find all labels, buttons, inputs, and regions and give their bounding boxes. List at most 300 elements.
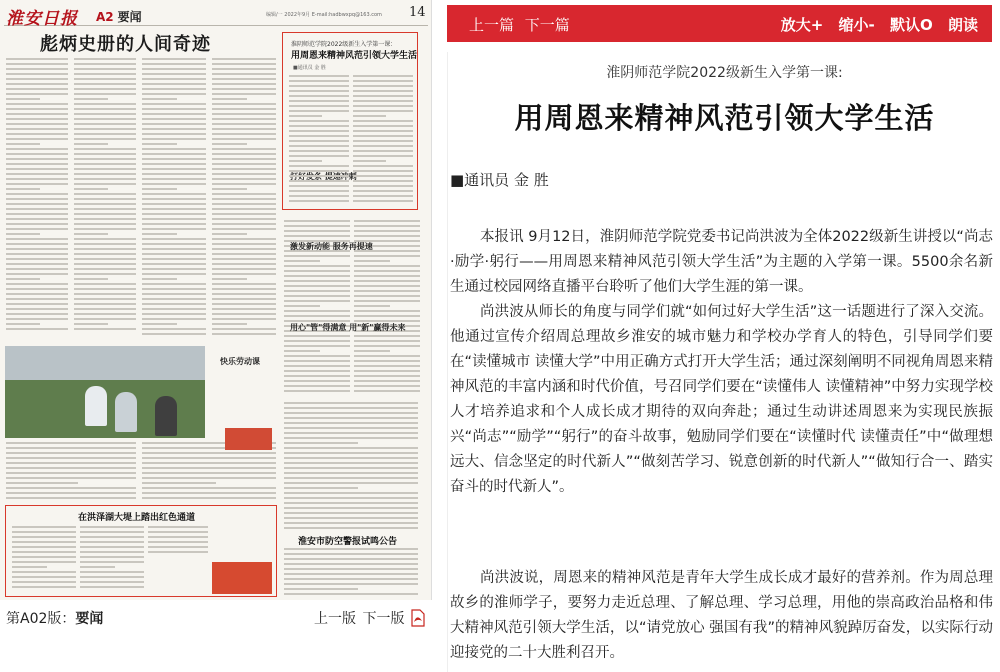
text-line — [148, 536, 208, 538]
text-line — [74, 243, 136, 245]
text-line — [142, 88, 206, 90]
text-line — [12, 576, 76, 578]
article-reader-panel — [447, 0, 1000, 672]
text-line — [289, 160, 322, 162]
text-line — [74, 258, 136, 260]
text-line — [284, 502, 418, 504]
text-line — [284, 270, 350, 272]
text-line — [212, 293, 276, 295]
text-line — [142, 333, 206, 335]
text-line — [6, 68, 68, 70]
text-line — [354, 390, 420, 392]
text-line — [284, 583, 418, 585]
pdf-download-icon[interactable] — [410, 609, 426, 627]
text-line — [6, 303, 68, 305]
text-column — [80, 526, 144, 591]
text-line — [353, 150, 413, 152]
text-line — [6, 173, 68, 175]
text-line — [284, 225, 350, 227]
text-line — [212, 123, 276, 125]
text-line — [354, 255, 420, 257]
text-line — [284, 452, 418, 454]
text-line — [74, 228, 136, 230]
text-line — [80, 581, 144, 583]
text-line — [74, 113, 136, 115]
text-line — [284, 427, 418, 429]
text-line — [142, 83, 206, 85]
text-column — [148, 526, 208, 556]
text-line — [6, 258, 68, 260]
text-line — [284, 462, 418, 464]
text-line — [353, 95, 413, 97]
text-line — [74, 233, 108, 235]
notice-headline[interactable]: 淮安市防空警报试鸣公告 — [298, 537, 398, 547]
text-line — [80, 526, 144, 528]
text-line — [12, 586, 76, 588]
text-line — [12, 571, 76, 573]
text-line — [142, 73, 206, 75]
text-line — [212, 73, 276, 75]
text-line — [142, 258, 206, 260]
text-line — [142, 467, 276, 469]
text-line — [6, 143, 40, 145]
text-line — [289, 195, 349, 197]
text-line — [284, 285, 350, 287]
text-line — [212, 138, 276, 140]
text-line — [353, 75, 413, 77]
text-line — [80, 546, 144, 548]
text-line — [212, 93, 276, 95]
article-paragraph: 本报讯 9月12日，淮阴师范学院党委书记尚洪波为全体2022级新生讲授以“尚志·励学·躬行——用周恩来精神风范引领大学生活”为主题的入学第一课。5500余名新生通过校园网络直播平台聆听了他们大学生涯的第一课。 — [450, 229, 993, 295]
boxed-article-region[interactable] — [5, 505, 277, 597]
text-line — [74, 313, 136, 315]
text-line — [353, 115, 386, 117]
text-line — [6, 103, 68, 105]
text-line — [212, 78, 276, 80]
text-line — [74, 83, 136, 85]
article-navigation — [469, 14, 576, 35]
text-line — [284, 417, 418, 419]
text-line — [6, 233, 40, 235]
text-line — [212, 148, 276, 150]
text-line — [74, 153, 136, 155]
text-line — [289, 105, 349, 107]
text-line — [284, 447, 418, 449]
text-line — [6, 283, 68, 285]
text-line — [142, 477, 276, 479]
text-line — [6, 208, 68, 210]
text-line — [289, 155, 349, 157]
text-line — [142, 153, 206, 155]
text-line — [6, 313, 68, 315]
text-line — [284, 422, 418, 424]
text-line — [212, 298, 276, 300]
article-content — [447, 52, 992, 672]
sub-headline: 快乐劳动课 — [220, 357, 260, 366]
text-line — [74, 218, 136, 220]
text-line — [284, 522, 418, 524]
text-line — [74, 318, 136, 320]
text-line — [142, 163, 206, 165]
text-line — [74, 323, 108, 325]
text-line — [6, 163, 68, 165]
text-line — [6, 108, 68, 110]
text-line — [212, 198, 276, 200]
text-line — [6, 183, 68, 185]
text-line — [142, 218, 206, 220]
text-line — [6, 138, 68, 140]
text-line — [12, 531, 76, 533]
text-line — [142, 328, 206, 330]
text-line — [289, 85, 349, 87]
text-line — [289, 200, 349, 202]
text-line — [142, 198, 206, 200]
text-line — [353, 155, 413, 157]
text-line — [6, 462, 136, 464]
text-line — [74, 213, 136, 215]
highlight-kicker: 淮阴师范学院2022级新生入学第一课： — [291, 41, 397, 48]
text-line — [142, 108, 206, 110]
text-line — [289, 95, 349, 97]
text-controls — [771, 14, 978, 35]
text-line — [354, 225, 420, 227]
text-line — [289, 100, 349, 102]
text-line — [212, 133, 276, 135]
text-line — [142, 452, 276, 454]
text-line — [6, 128, 68, 130]
text-line — [6, 188, 40, 190]
text-line — [74, 208, 136, 210]
text-line — [148, 526, 208, 528]
text-line — [12, 536, 76, 538]
text-line — [284, 370, 350, 372]
text-line — [289, 190, 349, 192]
text-line — [6, 88, 68, 90]
text-line — [142, 238, 206, 240]
text-line — [142, 263, 206, 265]
text-line — [6, 203, 68, 205]
text-line — [284, 280, 350, 282]
sub-headline: 激发新动能 服务再提速 — [290, 242, 373, 251]
text-line — [284, 230, 350, 232]
highlight-title: 用周恩来精神风范引领大学生活 — [291, 51, 418, 61]
text-line — [142, 323, 177, 325]
text-line — [74, 128, 136, 130]
next-page-link[interactable]: 下一版 — [362, 611, 405, 627]
text-line — [284, 593, 418, 595]
photo-figure — [85, 386, 107, 426]
text-line — [74, 173, 136, 175]
text-line — [212, 153, 276, 155]
text-line — [289, 165, 349, 167]
page-navigation — [314, 608, 406, 628]
text-line — [354, 260, 390, 262]
text-column — [6, 442, 136, 502]
text-line — [212, 103, 276, 105]
text-line — [12, 561, 76, 563]
text-line — [6, 98, 40, 100]
text-line — [354, 380, 420, 382]
text-line — [212, 143, 247, 145]
text-line — [74, 118, 136, 120]
text-line — [12, 546, 76, 548]
text-line — [354, 285, 420, 287]
text-line — [74, 278, 108, 280]
text-line — [284, 578, 418, 580]
text-line — [284, 487, 358, 489]
text-line — [212, 228, 276, 230]
text-line — [6, 218, 68, 220]
text-line — [80, 536, 144, 538]
text-line — [212, 308, 276, 310]
photo-figure — [115, 392, 137, 432]
text-line — [74, 203, 136, 205]
text-column — [353, 75, 413, 205]
text-line — [212, 173, 276, 175]
text-line — [289, 140, 349, 142]
text-line — [212, 188, 247, 190]
text-line — [142, 472, 276, 474]
text-line — [354, 275, 420, 277]
text-line — [6, 133, 68, 135]
text-line — [212, 113, 276, 115]
text-line — [80, 576, 144, 578]
text-line — [74, 93, 136, 95]
text-line — [212, 288, 276, 290]
text-column — [6, 58, 68, 333]
text-line — [142, 293, 206, 295]
text-line — [12, 541, 76, 543]
text-line — [6, 447, 136, 449]
text-line — [6, 238, 68, 240]
page-footer — [0, 604, 432, 632]
text-line — [353, 185, 413, 187]
text-line — [212, 323, 247, 325]
text-line — [212, 243, 276, 245]
text-line — [354, 305, 390, 307]
text-line — [6, 158, 68, 160]
text-line — [142, 303, 206, 305]
text-line — [289, 75, 349, 77]
text-line — [74, 163, 136, 165]
text-line — [354, 230, 420, 232]
text-line — [284, 437, 418, 439]
text-line — [74, 268, 136, 270]
text-line — [6, 93, 68, 95]
text-line — [212, 213, 276, 215]
text-line — [6, 113, 68, 115]
text-line — [353, 100, 413, 102]
text-line — [284, 548, 418, 550]
text-line — [6, 323, 40, 325]
text-line — [142, 123, 206, 125]
text-line — [284, 497, 418, 499]
text-line — [142, 462, 276, 464]
text-line — [6, 308, 68, 310]
text-line — [212, 163, 276, 165]
text-line — [284, 402, 418, 404]
text-line — [289, 150, 349, 152]
text-line — [212, 178, 276, 180]
text-line — [284, 340, 350, 342]
text-line — [74, 298, 136, 300]
text-line — [212, 303, 276, 305]
text-line — [74, 73, 136, 75]
text-line — [353, 130, 413, 132]
text-line — [289, 80, 349, 82]
text-line — [12, 581, 76, 583]
text-line — [74, 328, 136, 330]
text-line — [142, 497, 276, 499]
text-line — [354, 265, 420, 267]
text-line — [284, 265, 350, 267]
text-line — [148, 541, 208, 543]
text-line — [284, 412, 418, 414]
zoom-out-button[interactable]: 缩小- — [838, 16, 875, 34]
page-section: 要闻 — [117, 10, 142, 24]
text-line — [354, 270, 420, 272]
next-article-button[interactable]: 下一篇 — [524, 16, 570, 34]
caption-stamp — [225, 428, 272, 450]
highlighted-article-region[interactable] — [282, 32, 418, 210]
text-line — [212, 278, 247, 280]
text-line — [74, 133, 136, 135]
text-line — [74, 148, 136, 150]
default-size-button[interactable]: 默认O — [889, 16, 933, 34]
text-line — [354, 220, 420, 222]
prev-article-button[interactable]: 上一篇 — [469, 16, 515, 34]
text-line — [284, 375, 350, 377]
sub-headline: 用心"管"得满意 用"新"赢得未来 — [290, 323, 406, 332]
text-line — [74, 253, 136, 255]
text-line — [354, 350, 390, 352]
text-line — [142, 278, 177, 280]
text-line — [212, 68, 276, 70]
text-line — [284, 407, 418, 409]
text-line — [354, 235, 420, 237]
masthead — [4, 4, 428, 29]
page-code-value: A2 — [96, 10, 114, 24]
text-line — [212, 258, 276, 260]
text-line — [212, 248, 276, 250]
text-line — [6, 83, 68, 85]
text-line — [284, 507, 418, 509]
text-line — [289, 175, 349, 177]
text-line — [148, 531, 208, 533]
text-line — [74, 238, 136, 240]
text-line — [80, 566, 115, 568]
text-line — [284, 492, 418, 494]
text-line — [74, 98, 108, 100]
masthead-number: 14 — [409, 5, 426, 20]
text-line — [353, 195, 413, 197]
zoom-in-button[interactable]: 放大+ — [780, 16, 824, 34]
text-line — [284, 527, 418, 529]
reader-toolbar — [447, 5, 992, 42]
text-line — [212, 328, 276, 330]
text-line — [212, 88, 276, 90]
read-aloud-button[interactable]: 朗读 — [947, 16, 978, 34]
text-column — [212, 58, 276, 338]
text-line — [74, 68, 136, 70]
lead-headline[interactable]: 彪炳史册的人间奇迹 — [40, 34, 211, 55]
text-line — [354, 385, 420, 387]
newspaper-page-image[interactable] — [0, 0, 432, 600]
text-line — [353, 200, 413, 202]
text-line — [142, 103, 206, 105]
text-line — [142, 128, 206, 130]
text-line — [142, 248, 206, 250]
text-line — [212, 58, 276, 60]
text-line — [142, 243, 206, 245]
text-line — [289, 110, 349, 112]
text-line — [284, 385, 350, 387]
text-line — [289, 185, 349, 187]
text-line — [284, 335, 350, 337]
text-line — [74, 108, 136, 110]
prev-page-link[interactable]: 上一版 — [314, 611, 356, 627]
text-line — [12, 556, 76, 558]
text-line — [212, 118, 276, 120]
text-line — [142, 298, 206, 300]
text-line — [212, 208, 276, 210]
text-column — [284, 548, 418, 598]
text-line — [212, 108, 276, 110]
text-line — [74, 193, 136, 195]
text-line — [354, 345, 420, 347]
text-line — [142, 203, 206, 205]
text-line — [74, 198, 136, 200]
text-line — [284, 432, 418, 434]
text-line — [6, 213, 68, 215]
text-line — [284, 255, 350, 257]
text-line — [80, 571, 144, 573]
page-label — [6, 608, 103, 628]
text-line — [284, 365, 350, 367]
page-label-prefix: 第A02版： — [6, 611, 76, 627]
text-line — [142, 168, 206, 170]
text-line — [6, 442, 136, 444]
text-line — [6, 288, 68, 290]
text-line — [354, 290, 420, 292]
text-line — [289, 170, 349, 172]
text-line — [6, 263, 68, 265]
text-line — [142, 113, 206, 115]
text-line — [289, 125, 349, 127]
text-line — [142, 138, 206, 140]
text-line — [212, 183, 276, 185]
text-line — [289, 130, 349, 132]
text-line — [354, 295, 420, 297]
masthead-meta: 编辑/一 2022年9月 E-mail:hadbwxpq@163.com — [266, 12, 382, 18]
news-photo[interactable] — [5, 346, 205, 438]
text-line — [12, 566, 47, 568]
text-line — [142, 193, 206, 195]
text-line — [354, 370, 420, 372]
text-line — [212, 218, 276, 220]
text-line — [142, 183, 206, 185]
text-line — [142, 63, 206, 65]
text-line — [6, 318, 68, 320]
text-line — [284, 300, 350, 302]
text-line — [354, 300, 420, 302]
text-line — [284, 350, 320, 352]
text-line — [284, 568, 418, 570]
text-line — [74, 103, 136, 105]
text-line — [353, 170, 413, 172]
text-line — [284, 305, 320, 307]
text-line — [6, 178, 68, 180]
